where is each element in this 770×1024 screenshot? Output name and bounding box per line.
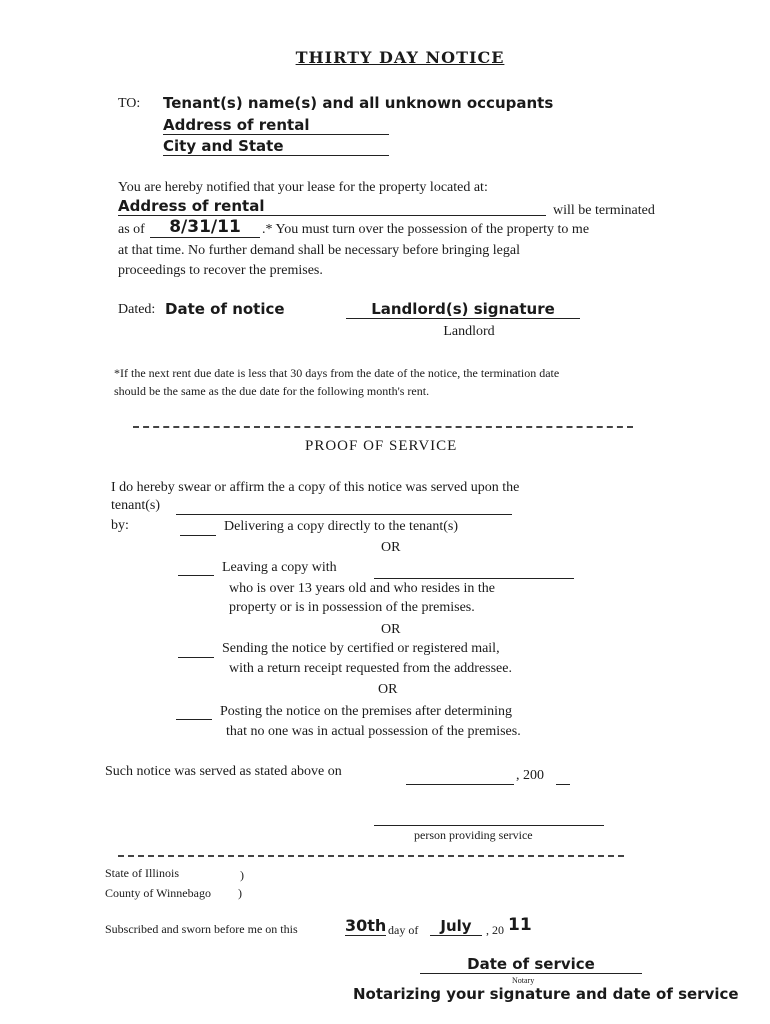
served-line: Such notice was served as stated above on bbox=[105, 764, 342, 779]
option-leaving-1: Leaving a copy with bbox=[222, 560, 337, 575]
served-year-prefix: , 200 bbox=[516, 768, 544, 783]
notice-intro: You are hereby notified that your lease for the property located at: bbox=[118, 180, 488, 195]
served-date-blank bbox=[406, 784, 514, 785]
notice-line4: proceedings to recover the premises. bbox=[118, 263, 323, 278]
to-address: Address of rental bbox=[163, 116, 389, 135]
notary-caption: Notary bbox=[512, 976, 535, 985]
notice-line2: .* You must turn over the possession of the property to me bbox=[262, 222, 590, 237]
notary-day-of: day of bbox=[388, 923, 419, 937]
notice-address: Address of rental bbox=[118, 197, 546, 216]
proof-swear-line: I do hereby swear or affirm the a copy of this notice was served upon the bbox=[111, 480, 520, 495]
notarizing-note: Notarizing your signature and date of service bbox=[353, 985, 739, 1003]
notary-subscribed: Subscribed and sworn before me on this bbox=[105, 922, 298, 936]
option-sending-1: Sending the notice by certified or registered mail, bbox=[222, 641, 500, 656]
dated-value: Date of notice bbox=[165, 300, 285, 318]
person-caption: person providing service bbox=[414, 828, 533, 842]
notary-state: State of Illinois bbox=[105, 866, 179, 880]
or-separator-2: OR bbox=[381, 622, 401, 637]
option-leaving-2: who is over 13 years old and who resides in the bbox=[229, 581, 495, 596]
termination-date: 8/31/11 bbox=[150, 217, 260, 238]
notice-will-be-terminated: will be terminated bbox=[553, 203, 655, 218]
to-tenant-names: Tenant(s) name(s) and all unknown occupants bbox=[163, 94, 554, 112]
proof-tenants-label: tenant(s) bbox=[111, 498, 160, 513]
proof-by-label: by: bbox=[111, 518, 129, 533]
footnote-line1: *If the next rent due date is less that 30 days from the date of the notice, the termination date bbox=[114, 366, 560, 380]
option-posting-1: Posting the notice on the premises after determining bbox=[220, 704, 512, 719]
or-separator-1: OR bbox=[381, 540, 401, 555]
notice-as-of: as of bbox=[118, 222, 145, 237]
option-leaving-3: property or is in possession of the premises. bbox=[229, 600, 475, 615]
served-year-blank bbox=[556, 784, 570, 785]
proof-heading: PROOF OF SERVICE bbox=[305, 438, 458, 454]
notice-line3: at that time. No further demand shall be necessary before bringing legal bbox=[118, 243, 520, 258]
landlord-signature: Landlord(s) signature bbox=[346, 300, 580, 319]
date-of-service: Date of service bbox=[420, 955, 642, 974]
person-signature-line bbox=[374, 825, 604, 826]
or-separator-3: OR bbox=[378, 682, 398, 697]
posting-checkbox-blank bbox=[176, 719, 212, 720]
notary-paren-1: ) bbox=[240, 868, 244, 882]
option-sending-2: with a return receipt requested from the addressee. bbox=[229, 661, 512, 676]
landlord-caption: Landlord bbox=[443, 324, 495, 339]
delivering-checkbox-blank bbox=[180, 535, 216, 536]
notary-year: 11 bbox=[508, 915, 532, 935]
separator-line-2 bbox=[118, 855, 624, 857]
leaving-name-blank bbox=[374, 578, 574, 579]
separator-line bbox=[133, 426, 633, 428]
to-city-state: City and State bbox=[163, 137, 389, 156]
to-label: TO: bbox=[118, 96, 141, 111]
notary-month: July bbox=[430, 917, 482, 936]
notary-year-prefix: , 20 bbox=[486, 923, 504, 937]
footnote-line2: should be the same as the due date for the following month's rent. bbox=[114, 384, 430, 398]
dated-label: Dated: bbox=[118, 302, 156, 317]
document-title: THIRTY DAY NOTICE bbox=[295, 48, 505, 67]
leaving-checkbox-blank bbox=[178, 575, 214, 576]
option-posting-2: that no one was in actual possession of the premises. bbox=[226, 724, 521, 739]
tenants-blank bbox=[176, 514, 512, 515]
notary-county: County of Winnebago bbox=[105, 886, 211, 900]
notary-day: 30th bbox=[345, 916, 387, 935]
sending-checkbox-blank bbox=[178, 657, 214, 658]
option-delivering: Delivering a copy directly to the tenant(s) bbox=[224, 519, 459, 534]
notary-paren-2: ) bbox=[238, 886, 242, 900]
